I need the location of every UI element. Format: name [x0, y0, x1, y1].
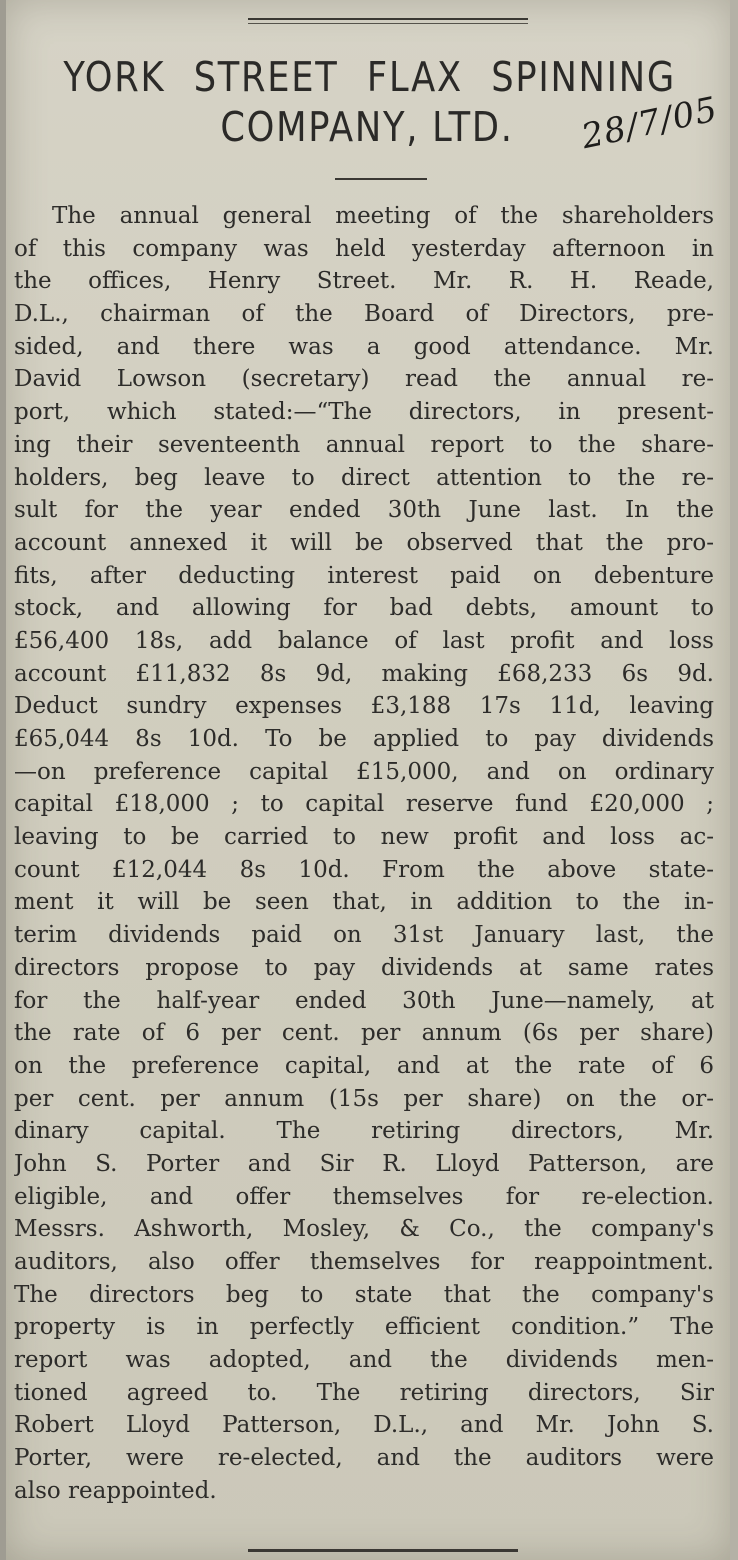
article-line: leaving to be carried to new profit and loss ac- — [14, 824, 714, 851]
article-line: auditors, also offer themselves for reappointment. — [14, 1249, 714, 1275]
article-line: —on preference capital £15,000, and on ordinary — [14, 758, 714, 785]
article-line: Messrs. Ashworth, Mosley, & Co., the company's — [14, 1216, 714, 1243]
article-line: directors propose to pay dividends at same rates — [14, 954, 714, 981]
article-line: £65,044 8s 10d. To be applied to pay dividends — [14, 726, 714, 752]
article-line: Deduct sundry expenses £3,188 17s 11d, leaving — [14, 693, 714, 720]
article-line: sided, and there was a good attendance. Mr. — [14, 333, 714, 360]
article-line: £56,400 18s, add balance of last profit and loss — [14, 627, 714, 654]
article-line: of this company was held yesterday afternoon in — [14, 235, 714, 262]
article-line: tioned agreed to. The retiring directors, Sir — [14, 1379, 714, 1406]
article-line: account £11,832 8s 9d, making £68,233 6s 9d. — [14, 660, 714, 687]
article-line: The annual general meeting of the shareholders — [52, 203, 714, 229]
top-rule-thin — [248, 23, 528, 24]
article-line: ment it will be seen that, in addition to the in- — [14, 889, 714, 916]
headline-line-1: YORK STREET FLAX SPINNING — [63, 53, 676, 101]
article-line: the offices, Henry Street. Mr. R. H. Reade, — [14, 268, 714, 295]
article-line: fits, after deducting interest paid on debenture — [14, 562, 714, 589]
article-line: for the half-year ended 30th June—namely, at — [14, 987, 714, 1014]
article-line: D.L., chairman of the Board of Directors, pre- — [14, 301, 714, 328]
article-line: Porter, were re-elected, and the auditors were — [14, 1445, 714, 1472]
article-line: stock, and allowing for bad debts, amount to — [14, 595, 714, 622]
headline — [63, 52, 676, 152]
article-line: report was adopted, and the dividends men- — [14, 1347, 714, 1374]
article-line: dinary capital. The retiring directors, Mr. — [14, 1118, 714, 1145]
article-line: holders, beg leave to direct attention to the re- — [14, 464, 714, 491]
article-line: ing their seventeenth annual report to the share- — [14, 431, 714, 458]
headline-divider — [335, 178, 427, 180]
article-line: per cent. per annum (15s per share) on the or- — [14, 1085, 714, 1112]
article-line: account annexed it will be observed that the pro- — [14, 529, 714, 556]
handwritten-date: 28/7/05 — [578, 89, 722, 158]
article-line: terim dividends paid on 31st January last, the — [14, 922, 714, 949]
article-line: also reappointed. — [14, 1477, 217, 1504]
headline-line-2: COMPANY, LTD. — [220, 103, 514, 151]
article-line: the rate of 6 per cent. per annum (6s per share) — [14, 1020, 714, 1047]
article-line: Robert Lloyd Patterson, D.L., and Mr. John S. — [14, 1412, 714, 1439]
article-line: David Lowson (secretary) read the annual re- — [14, 366, 714, 393]
article-line: count £12,044 8s 10d. From the above state- — [14, 856, 714, 883]
clipping-right-edge — [730, 0, 738, 1560]
top-rule — [248, 18, 528, 20]
article-line: The directors beg to state that the company's — [14, 1281, 714, 1308]
article-line: sult for the year ended 30th June last. In the — [14, 497, 714, 524]
article-line: property is in perfectly efficient condition.” The — [14, 1314, 714, 1341]
article-body — [14, 200, 714, 1508]
article-line: eligible, and offer themselves for re-election. — [14, 1183, 714, 1210]
bottom-rule — [248, 1549, 518, 1552]
article-line: on the preference capital, and at the rate of 6 — [14, 1052, 714, 1079]
article-line: capital £18,000 ; to capital reserve fund £20,000 ; — [14, 791, 714, 818]
article-line: John S. Porter and Sir R. Lloyd Patterson, are — [14, 1150, 714, 1177]
article-line: port, which stated:—“The directors, in present- — [14, 399, 714, 426]
